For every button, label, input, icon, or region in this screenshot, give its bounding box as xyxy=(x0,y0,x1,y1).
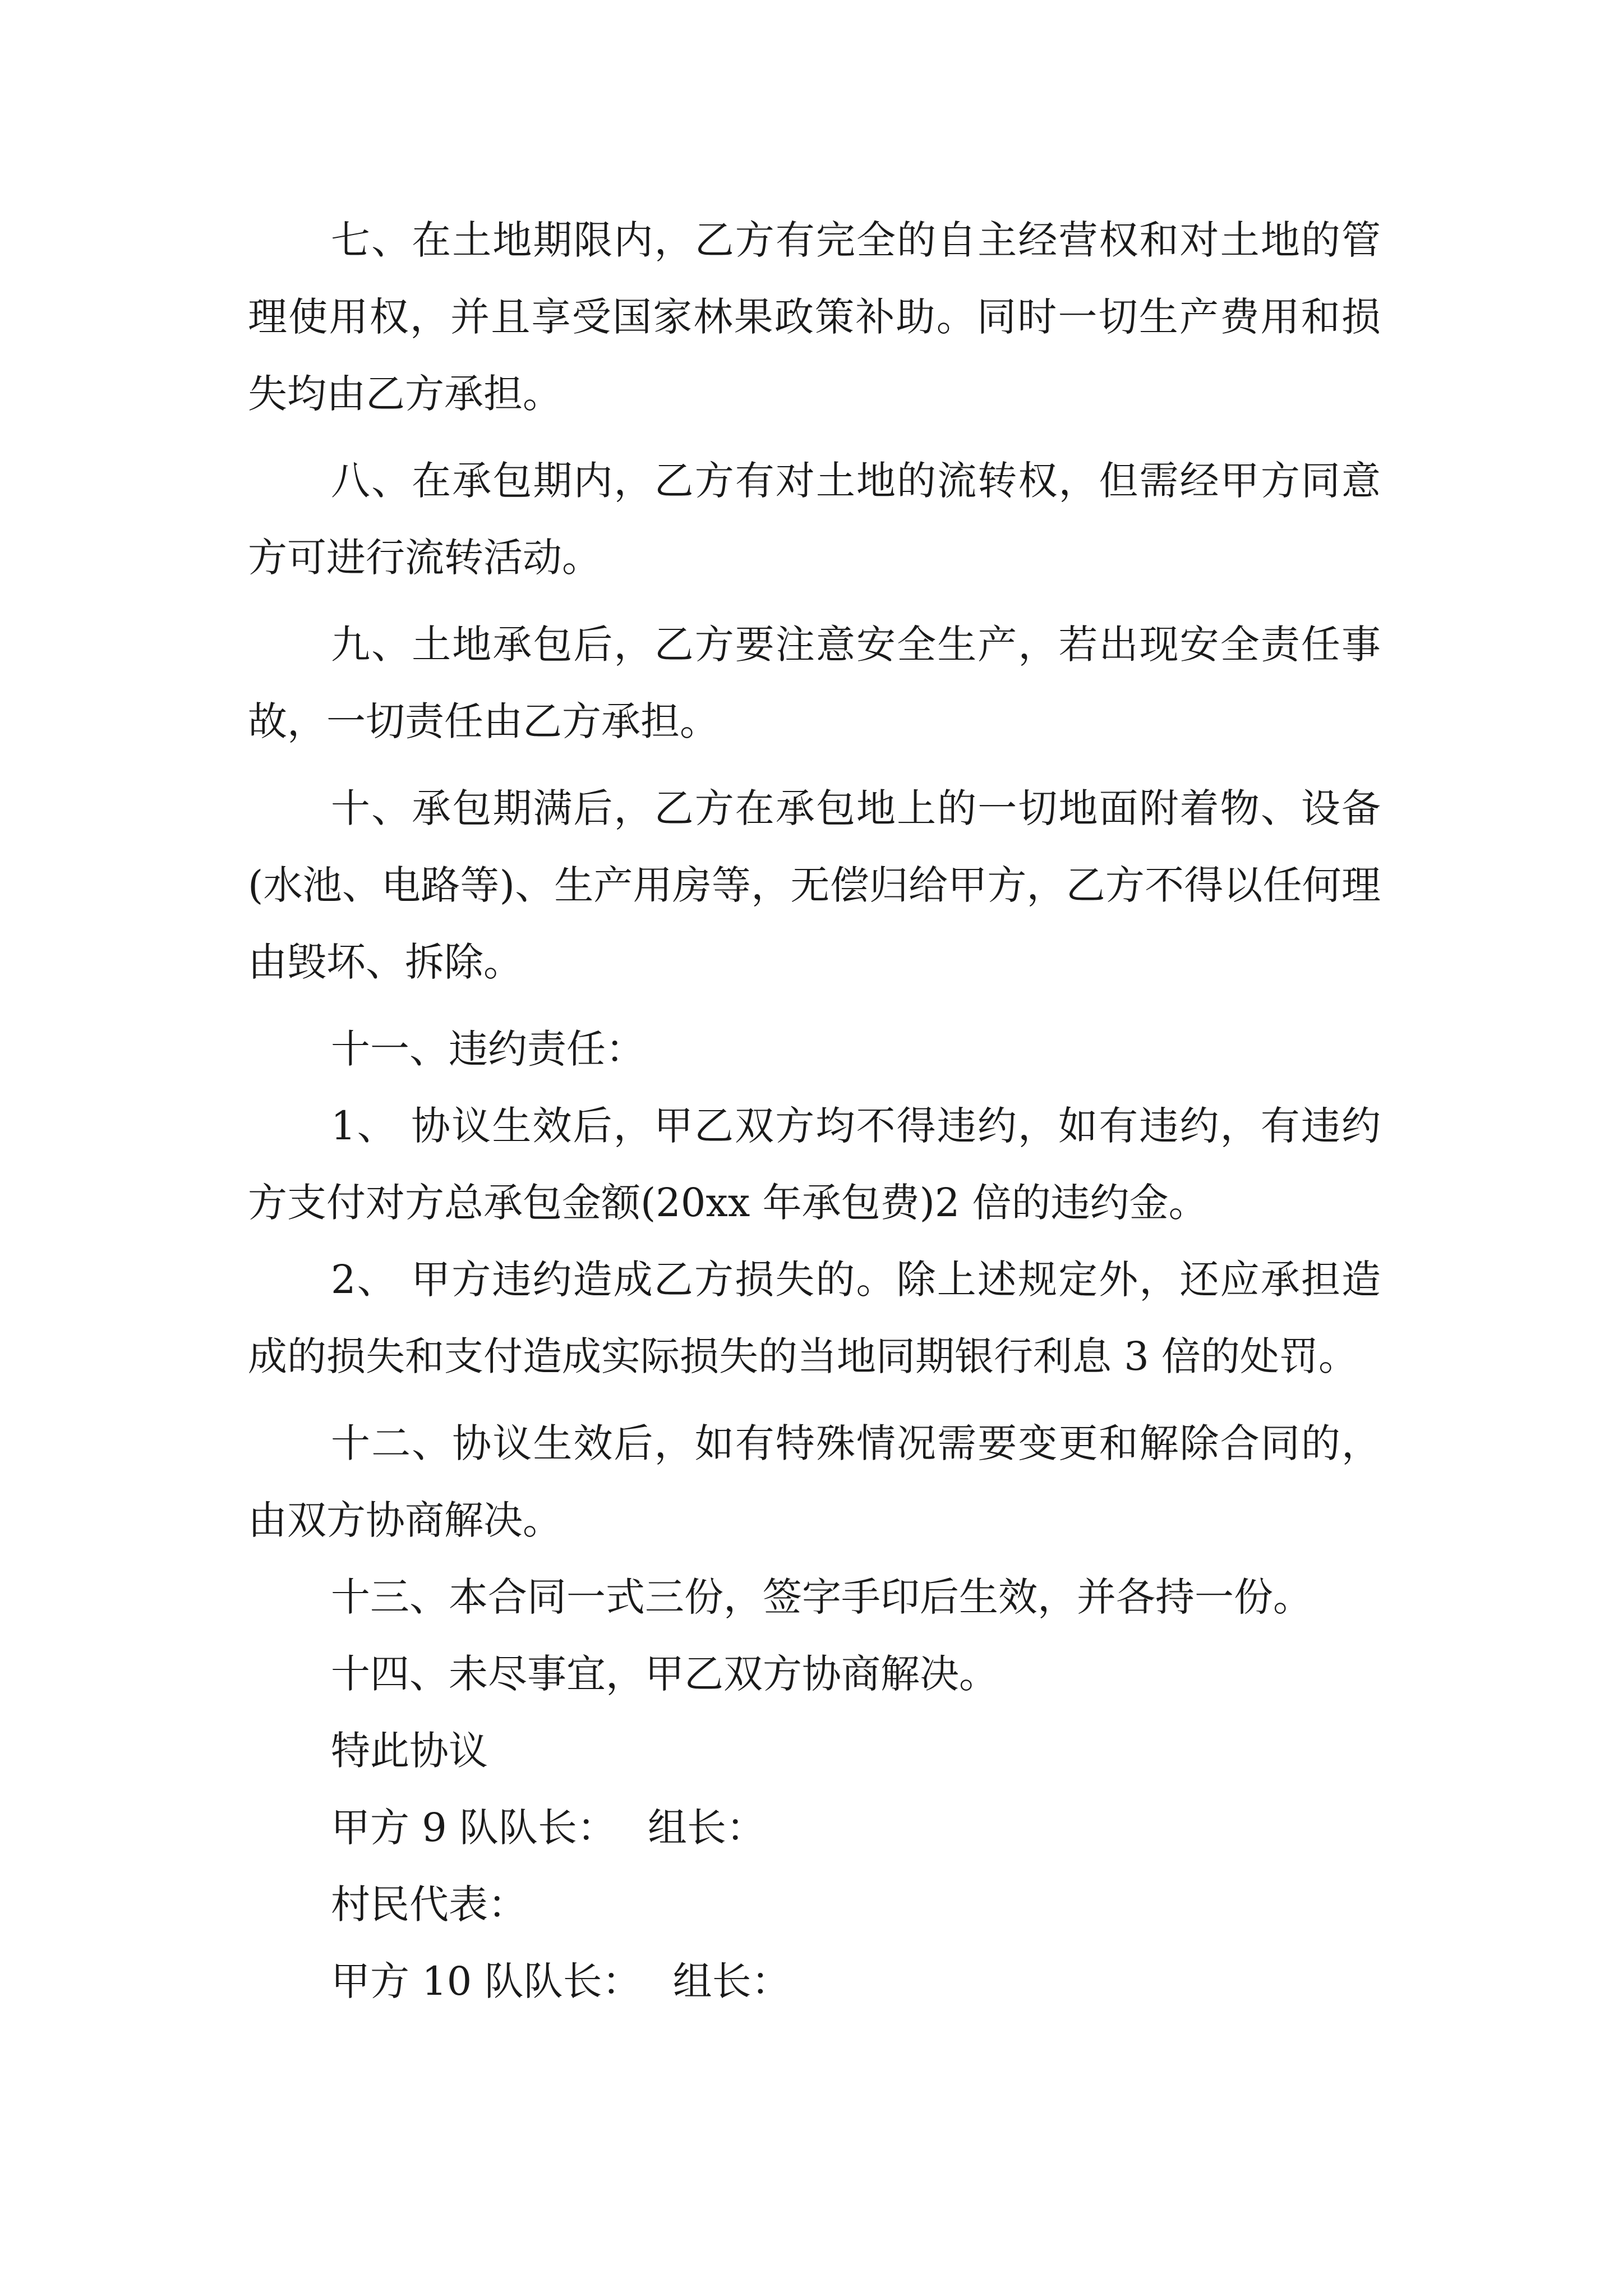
signature-villager-rep: 村民代表： xyxy=(331,1881,527,1927)
team9-leader-label: 组长： xyxy=(648,1805,766,1851)
clause-8: 八、在承包期内，乙方有对土地的流转权，但需经甲方同意方可进行流转活动。 xyxy=(248,458,1381,581)
closing-statement: 特此协议 xyxy=(331,1728,488,1774)
party-a-team9-label: 甲方 9 队队长： xyxy=(331,1805,617,1851)
signature-team10 xyxy=(248,1943,1381,2020)
team10-leader-label: 组长： xyxy=(672,1958,791,2004)
clause-10: 十、承包期满后，乙方在承包地上的一切地面附着物、设备(水池、电路等)、生产用房等，无偿归给甲方，乙方不得以任何理由毁坏、拆除。 xyxy=(248,785,1381,985)
clause-11-heading: 十一、违约责任： xyxy=(331,1026,645,1072)
clause-14: 十四、未尽事宜，甲乙双方协商解决。 xyxy=(331,1651,998,1697)
signature-team9 xyxy=(248,1789,1381,1866)
document-page xyxy=(248,202,1381,2020)
party-a-team10-label: 甲方 10 队队长： xyxy=(331,1958,642,2004)
clause-11-item-2: 2、 甲方违约造成乙方损失的。除上述规定外，还应承担造成的损失和支付造成实际损失的当地同期银行利息 3 倍的处罚。 xyxy=(248,1257,1381,1379)
clause-7: 七、在土地期限内，乙方有完全的自主经营权和对土地的管理使用权，并且享受国家林果政策补助。同时一切生产费用和损失均由乙方承担。 xyxy=(248,217,1381,417)
clause-9: 九、土地承包后，乙方要注意安全生产，若出现安全责任事故，一切责任由乙方承担。 xyxy=(248,622,1381,744)
clause-12: 十二、协议生效后，如有特殊情况需要变更和解除合同的，由双方协商解决。 xyxy=(248,1420,1381,1543)
clause-11-item-1: 1、 协议生效后，甲乙双方均不得违约，如有违约，有违约方支付对方总承包金额(20xx 年承包费)2 倍的违约金。 xyxy=(248,1103,1381,1226)
clause-13: 十三、本合同一式三份，签字手印后生效，并各持一份。 xyxy=(331,1574,1312,1620)
